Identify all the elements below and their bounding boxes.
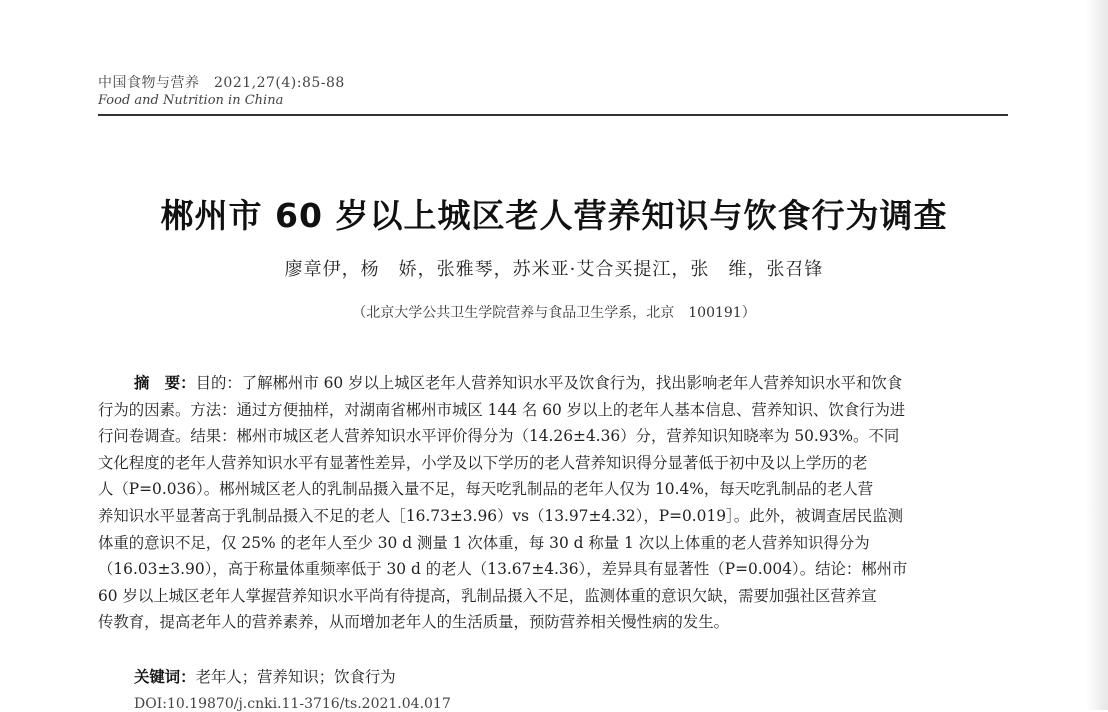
abstract [98, 370, 1010, 636]
journal-header-en: Food and Nutrition in China [98, 93, 284, 108]
keywords-value: 老年人；营养知识；饮食行为 [195, 668, 396, 686]
article-title: 郴州市 60 岁以上城区老人营养知识与饮食行为调查 [160, 196, 948, 235]
keywords-label: 关键词： [134, 668, 196, 686]
abstract-line: 行为的因素。方法：通过方便抽样，对湖南省郴州市城区 144 名 60 岁以上的老年人基本信息、营养知识、饮食行为进 [98, 400, 906, 419]
header-divider [98, 114, 1008, 116]
abstract-line: 体重的意识不足，仅 25% 的老年人至少 30 d 测量 1 次体重，每 30 d 称量 1 次以上体重的老人营养知识得分为 [98, 533, 870, 552]
abstract-line [98, 370, 1010, 397]
abstract-line: 养知识水平显著高于乳制品摄入不足的老人［16.73±3.96）vs（13.97±4.32），P=0.019］。此外，被调查居民监测 [98, 506, 904, 525]
doi: DOI:10.19870/j.cnki.11-3716/ts.2021.04.017 [134, 696, 451, 712]
abstract-line: 文化程度的老年人营养知识水平有显著性差异，小学及以下学历的老人营养知识得分显著低于初中及以上学历的老 [98, 453, 868, 472]
article-authors: 廖章伊，杨 娇，张雅琴，苏米亚·艾合买提江，张 维，张召锋 [284, 259, 824, 280]
abstract-line: 人（P=0.036）。郴州城区老人的乳制品摄入量不足，每天吃乳制品的老年人仅为 10.4%，每天吃乳制品的老人营 [98, 480, 874, 499]
abstract-label: 摘 要： [134, 374, 196, 392]
page-edge-shadow [1086, 0, 1108, 710]
keywords [134, 665, 396, 687]
abstract-line: 行问卷调查。结果：郴州市城区老人营养知识水平评价得分为（14.26±4.36）分，营养知识知晓率为 50.93%。不同 [98, 427, 900, 446]
abstract-text: 目的：了解郴州市 60 岁以上城区老年人营养知识水平及饮食行为，找出影响老年人营养知识水平和饮食 [195, 374, 903, 392]
abstract-line: 传教育，提高老年人的营养素养，从而增加老年人的生活质量，预防营养相关慢性病的发生。 [98, 613, 730, 632]
article-affiliation: （北京大学公共卫生学院营养与食品卫生学系，北京 100191） [352, 305, 756, 321]
journal-header-cn: 中国食物与营养 2021,27(4):85-88 [98, 75, 345, 91]
abstract-line: 60 岁以上城区老年人掌握营养知识水平尚有待提高，乳制品摄入不足，监测体重的意识欠缺，需要加强社区营养宣 [98, 586, 877, 605]
abstract-line: （16.03±3.90），高于称量体重频率低于 30 d 的老人（13.67±4.36），差异具有显著性（P=0.004）。结论：郴州市 [98, 560, 908, 579]
